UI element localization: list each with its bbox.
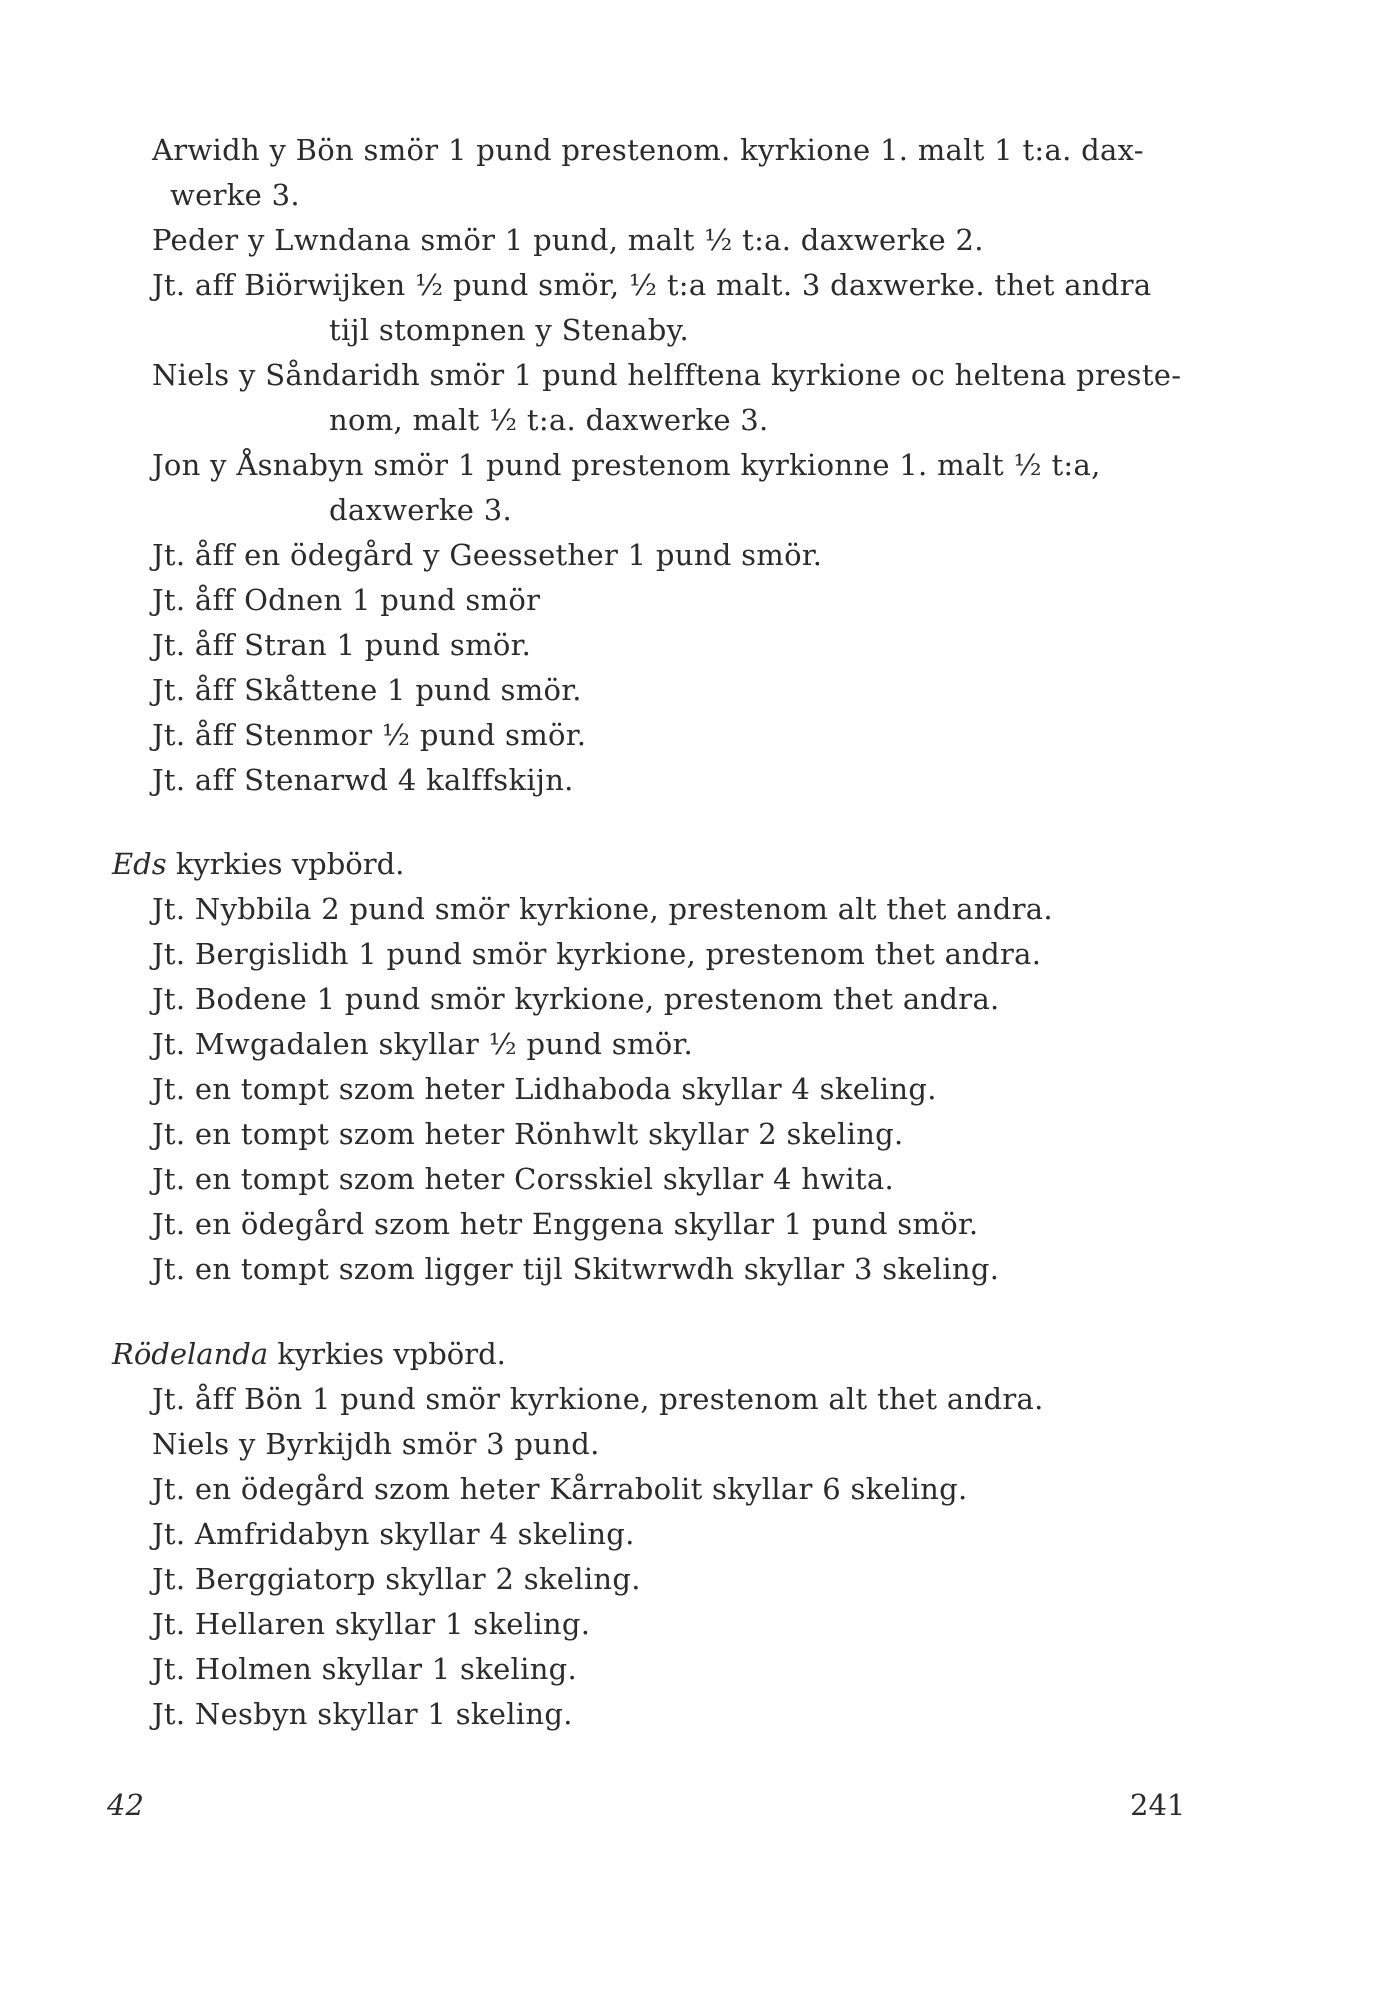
list-item: Jt. Nesbyn skyllar 1 skeling. bbox=[152, 1697, 573, 1731]
list-item: Jt. Nybbila 2 pund smör kyrkione, prestenom alt thet andra. bbox=[152, 892, 1053, 926]
section-eds bbox=[112, 842, 1152, 1292]
footer-signature-number: 42 bbox=[107, 1788, 144, 1822]
list-item: Jt. Bergislidh 1 pund smör kyrkione, prestenom thet andra. bbox=[152, 937, 1042, 971]
entry-line: tijl stompnen y Stenaby. bbox=[329, 313, 689, 347]
entry-line: Jt. åff Stran 1 pund smör. bbox=[152, 628, 532, 662]
entry-line: Jt. åff Skåttene 1 pund smör. bbox=[152, 673, 582, 707]
list-item: Jt. Berggiatorp skyllar 2 skeling. bbox=[152, 1562, 641, 1596]
entry-line: Jt. åff Stenmor ½ pund smör. bbox=[152, 718, 587, 752]
list-item: Jt. en tompt szom heter Rönhwlt skyllar 2 skeling. bbox=[152, 1117, 904, 1151]
section-items bbox=[112, 1377, 1152, 1737]
entry-line: Jt. aff Stenarwd 4 kalffskijn. bbox=[152, 763, 574, 797]
section-items bbox=[112, 887, 1152, 1292]
list-item: Jt. Holmen skyllar 1 skeling. bbox=[152, 1652, 578, 1686]
list-item: Jt. Bodene 1 pund smör kyrkione, prestenom thet andra. bbox=[152, 982, 1000, 1016]
entry-line: nom, malt ½ t:a. daxwerke 3. bbox=[329, 403, 769, 437]
section-heading-italic: Eds bbox=[112, 847, 167, 881]
entry-line: Jt. åff en ödegård y Geessether 1 pund smör. bbox=[152, 538, 823, 572]
section-heading bbox=[112, 842, 1152, 887]
entry-line: daxwerke 3. bbox=[329, 493, 512, 527]
section-heading-italic: Rödelanda bbox=[112, 1337, 269, 1371]
list-item: Jt. Hellaren skyllar 1 skeling. bbox=[152, 1607, 591, 1641]
entry-line: Peder y Lwndana smör 1 pund, malt ½ t:a. daxwerke 2. bbox=[152, 223, 984, 257]
entry-line: Niels y Såndaridh smör 1 pund helfftena kyrkione oc heltena preste- bbox=[152, 358, 1182, 392]
page-number: 241 bbox=[1130, 1788, 1186, 1822]
entries-top bbox=[152, 128, 1192, 803]
list-item: Jt. en tompt szom heter Lidhaboda skyllar 4 skeling. bbox=[152, 1072, 937, 1106]
list-item: Jt. Mwgadalen skyllar ½ pund smör. bbox=[152, 1027, 693, 1061]
list-item: Jt. en tompt szom heter Corsskiel skyllar 4 hwita. bbox=[152, 1162, 895, 1196]
list-item: Jt. Amfridabyn skyllar 4 skeling. bbox=[152, 1517, 635, 1551]
list-item: Jt. en ödegård szom hetr Enggena skyllar 1 pund smör. bbox=[152, 1207, 979, 1241]
section-heading-rest: kyrkies vpbörd. bbox=[268, 1337, 506, 1371]
entry-line: Jt. åff Odnen 1 pund smör bbox=[152, 583, 541, 617]
entry-line: Jon y Åsnabyn smör 1 pund prestenom kyrkionne 1. malt ½ t:a, bbox=[152, 448, 1101, 482]
section-rodelanda bbox=[112, 1332, 1152, 1737]
entry-line: Jt. aff Biörwijken ½ pund smör, ½ t:a malt. 3 daxwerke. thet andra bbox=[152, 268, 1152, 302]
list-item: Jt. en ödegård szom heter Kårrabolit skyllar 6 skeling. bbox=[152, 1472, 968, 1506]
list-item: Jt. en tompt szom ligger tijl Skitwrwdh skyllar 3 skeling. bbox=[152, 1252, 1000, 1286]
entry-line: werke 3. bbox=[170, 178, 300, 212]
list-item: Niels y Byrkijdh smör 3 pund. bbox=[152, 1427, 600, 1461]
section-heading-rest: kyrkies vpbörd. bbox=[166, 847, 405, 881]
entry-line: Arwidh y Bön smör 1 pund prestenom. kyrkione 1. malt 1 t:a. dax- bbox=[152, 133, 1144, 167]
list-item: Jt. åff Bön 1 pund smör kyrkione, prestenom alt thet andra. bbox=[152, 1382, 1044, 1416]
section-heading bbox=[112, 1332, 1152, 1377]
